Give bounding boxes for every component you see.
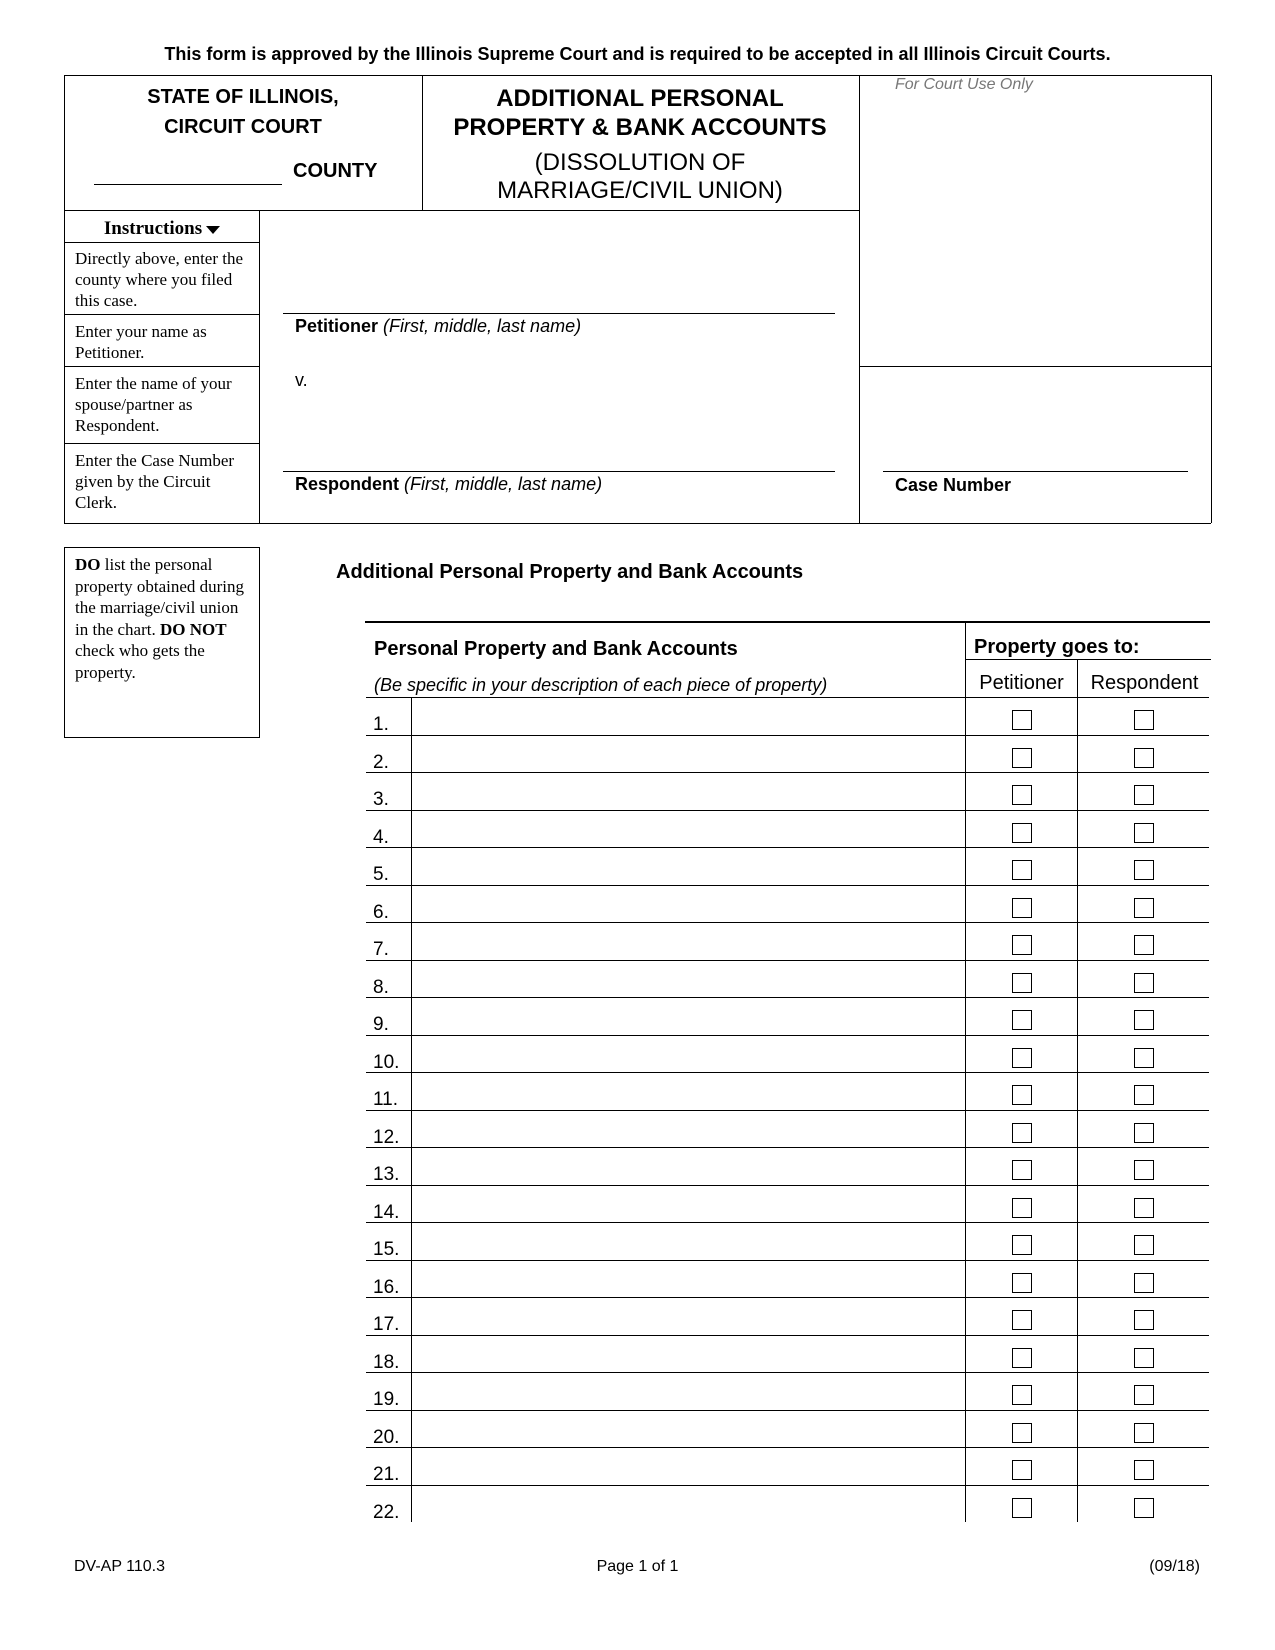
petitioner-checkbox[interactable] [1012, 1460, 1032, 1480]
column-header-petitioner [966, 660, 1078, 697]
row-number: 16. [366, 1261, 412, 1298]
petitioner-checkbox[interactable] [1012, 1160, 1032, 1180]
property-description-field[interactable] [412, 1148, 966, 1185]
row-number: 20. [366, 1411, 412, 1448]
form-code: DV-AP 110.3 [74, 1558, 166, 1575]
form-title-line2: PROPERTY & BANK ACCOUNTS [453, 114, 827, 141]
respondent-hint: (First, middle, last name) [404, 474, 603, 494]
row-number: 13. [366, 1148, 412, 1185]
respondent-cell [1078, 736, 1209, 773]
respondent-checkbox[interactable] [1134, 785, 1154, 805]
table-row [366, 1260, 1209, 1298]
row-number: 17. [366, 1298, 412, 1335]
form-subtitle [422, 149, 858, 205]
table-row [366, 1485, 1209, 1523]
petitioner-checkbox[interactable] [1012, 785, 1032, 805]
petitioner-cell [966, 923, 1078, 960]
respondent-column-label: Respondent [1090, 672, 1199, 694]
petitioner-cell [966, 1073, 1078, 1110]
row-number: 7. [366, 923, 412, 960]
property-description-field[interactable] [412, 736, 966, 773]
respondent-checkbox[interactable] [1134, 935, 1154, 955]
petitioner-checkbox[interactable] [1012, 1348, 1032, 1368]
form-title [422, 84, 858, 142]
petitioner-cell [966, 1223, 1078, 1260]
respondent-cell [1078, 698, 1209, 735]
property-description-field[interactable] [412, 1448, 966, 1485]
goes-to-label: Property goes to: [974, 636, 1140, 658]
row-number: 3. [366, 773, 412, 810]
respondent-checkbox[interactable] [1134, 1048, 1154, 1068]
property-description-field[interactable] [412, 998, 966, 1035]
table-row [366, 960, 1209, 998]
table-rows [366, 697, 1209, 1522]
do-emphasis: DO [75, 555, 101, 574]
instruction-petitioner: Enter your name as Petitioner. [75, 322, 207, 362]
petitioner-cell [966, 1036, 1078, 1073]
column-header-respondent [1078, 660, 1211, 697]
petitioner-cell [966, 1373, 1078, 1410]
column-hint-description: (Be specific in your description of each piece of property) [374, 675, 828, 695]
row-number: 1. [366, 698, 412, 735]
column-title-description: Personal Property and Bank Accounts [374, 638, 738, 660]
property-description-field[interactable] [412, 1411, 966, 1448]
respondent-cell [1078, 1261, 1209, 1298]
petitioner-cell [966, 736, 1078, 773]
column-header-description [366, 622, 966, 697]
respondent-checkbox[interactable] [1134, 748, 1154, 768]
petitioner-input-line[interactable] [283, 313, 835, 314]
petitioner-cell [966, 1111, 1078, 1148]
petitioner-checkbox[interactable] [1012, 1498, 1032, 1518]
respondent-checkbox[interactable] [1134, 973, 1154, 993]
petitioner-cell [966, 1448, 1078, 1485]
row-number: 21. [366, 1448, 412, 1485]
respondent-cell [1078, 1073, 1209, 1110]
respondent-cell [1078, 1111, 1209, 1148]
column-header-goes-to [966, 622, 1211, 660]
triangle-down-icon [206, 226, 220, 234]
table-row [366, 1147, 1209, 1185]
respondent-cell [1078, 1186, 1209, 1223]
petitioner-checkbox[interactable] [1012, 1048, 1032, 1068]
form-subtitle-line1: (DISSOLUTION OF [534, 149, 746, 176]
table-row [366, 997, 1209, 1035]
respondent-checkbox[interactable] [1134, 1348, 1154, 1368]
row-number: 4. [366, 811, 412, 848]
row-number: 14. [366, 1186, 412, 1223]
petitioner-checkbox[interactable] [1012, 1010, 1032, 1030]
respondent-checkbox[interactable] [1134, 710, 1154, 730]
respondent-cell [1078, 1411, 1209, 1448]
form-title-line1: ADDITIONAL PERSONAL [496, 85, 784, 112]
do-not-emphasis: DO NOT [159, 619, 227, 639]
respondent-cell [1078, 1148, 1209, 1185]
respondent-cell [1078, 961, 1209, 998]
property-description-field[interactable] [412, 1336, 966, 1373]
petitioner-cell [966, 886, 1078, 923]
respondent-checkbox[interactable] [1134, 1085, 1154, 1105]
property-description-field[interactable] [412, 1036, 966, 1073]
respondent-checkbox[interactable] [1134, 1498, 1154, 1518]
instruction-county: Directly above, enter the county where you filed this case. [75, 249, 244, 310]
row-number: 12. [366, 1111, 412, 1148]
petitioner-cell [966, 961, 1078, 998]
row-number: 5. [366, 848, 412, 885]
table-row [366, 810, 1209, 848]
petitioner-label-text: Petitioner [295, 316, 379, 336]
petitioner-cell [966, 1148, 1078, 1185]
property-description-field[interactable] [412, 1261, 966, 1298]
property-description-field[interactable] [412, 1373, 966, 1410]
table-row [366, 1410, 1209, 1448]
respondent-checkbox[interactable] [1134, 1160, 1154, 1180]
petitioner-checkbox[interactable] [1012, 1085, 1032, 1105]
court-use-label: For Court Use Only [895, 76, 1033, 93]
respondent-cell [1078, 1223, 1209, 1260]
respondent-cell [1078, 923, 1209, 960]
petitioner-hint: (First, middle, last name) [383, 316, 582, 336]
do-list-note [64, 547, 260, 738]
instructions-title-text: Instructions [103, 218, 203, 239]
table-row [366, 1372, 1209, 1410]
petitioner-cell [966, 1261, 1078, 1298]
petitioner-checkbox[interactable] [1012, 748, 1032, 768]
table-row [366, 847, 1209, 885]
respondent-checkbox[interactable] [1134, 1385, 1154, 1405]
property-description-field[interactable] [412, 773, 966, 810]
petitioner-checkbox[interactable] [1012, 1235, 1032, 1255]
row-number: 8. [366, 961, 412, 998]
respondent-cell [1078, 1298, 1209, 1335]
petitioner-cell [966, 1186, 1078, 1223]
page-number: Page 1 of 1 [596, 1558, 679, 1575]
property-description-field[interactable] [412, 698, 966, 735]
respondent-cell [1078, 811, 1209, 848]
respondent-checkbox[interactable] [1134, 1310, 1154, 1330]
petitioner-cell [966, 998, 1078, 1035]
respondent-input-line[interactable] [283, 471, 835, 472]
case-number-input-line[interactable] [883, 471, 1188, 472]
instructions-title [64, 218, 260, 240]
court-name [64, 82, 422, 142]
respondent-cell [1078, 886, 1209, 923]
petitioner-checkbox[interactable] [1012, 1310, 1032, 1330]
row-number: 10. [366, 1036, 412, 1073]
petitioner-cell [966, 848, 1078, 885]
petitioner-cell [966, 773, 1078, 810]
petitioner-cell [966, 698, 1078, 735]
respondent-checkbox[interactable] [1134, 860, 1154, 880]
petitioner-checkbox[interactable] [1012, 898, 1032, 918]
property-description-field[interactable] [412, 811, 966, 848]
versus-label: v. [295, 370, 308, 390]
do-text: list the personal property obtained during the marriage/civil union in the chart. [75, 555, 245, 639]
petitioner-checkbox[interactable] [1012, 823, 1032, 843]
respondent-checkbox[interactable] [1134, 1198, 1154, 1218]
respondent-cell [1078, 1448, 1209, 1485]
property-description-field[interactable] [412, 1223, 966, 1260]
petitioner-checkbox[interactable] [1012, 1423, 1032, 1443]
respondent-checkbox[interactable] [1134, 1235, 1154, 1255]
respondent-cell [1078, 1486, 1209, 1523]
property-description-field[interactable] [412, 848, 966, 885]
row-number: 22. [366, 1486, 412, 1523]
petitioner-column-label: Petitioner [979, 672, 1064, 694]
table-row [366, 922, 1209, 960]
respondent-label-text: Respondent [295, 474, 400, 494]
circuit-court-line: CIRCUIT COURT [164, 116, 322, 138]
table-row [366, 1447, 1209, 1485]
property-description-field[interactable] [412, 886, 966, 923]
petitioner-checkbox[interactable] [1012, 1123, 1032, 1143]
state-line: STATE OF ILLINOIS, [147, 86, 339, 108]
revision-date: (09/18) [1149, 1558, 1200, 1575]
instruction-respondent: Enter the name of your spouse/partner as Respondent. [75, 374, 232, 435]
do-not-text: check who gets the property. [75, 641, 205, 682]
respondent-checkbox[interactable] [1134, 898, 1154, 918]
table-row [366, 1222, 1209, 1260]
respondent-cell [1078, 1036, 1209, 1073]
petitioner-checkbox[interactable] [1012, 1198, 1032, 1218]
petitioner-cell [966, 1486, 1078, 1523]
respondent-checkbox[interactable] [1134, 1273, 1154, 1293]
petitioner-checkbox[interactable] [1012, 1385, 1032, 1405]
table-row [366, 772, 1209, 810]
respondent-checkbox[interactable] [1134, 1010, 1154, 1030]
petitioner-checkbox[interactable] [1012, 860, 1032, 880]
table-row [366, 1335, 1209, 1373]
table-row [366, 1185, 1209, 1223]
row-number: 19. [366, 1373, 412, 1410]
petitioner-cell [966, 1336, 1078, 1373]
row-number: 15. [366, 1223, 412, 1260]
table-row [366, 1035, 1209, 1073]
approval-notice: This form is approved by the Illinois Supreme Court and is required to be accepted in all Illinois Circuit Courts. [164, 44, 1111, 64]
table-row [366, 735, 1209, 773]
respondent-cell [1078, 1336, 1209, 1373]
property-description-field[interactable] [412, 961, 966, 998]
property-description-field[interactable] [412, 1486, 966, 1523]
section-title: Additional Personal Property and Bank Accounts [336, 561, 804, 583]
instruction-case-number: Enter the Case Number given by the Circuit Clerk. [75, 451, 235, 512]
case-number-label: Case Number [895, 475, 1012, 495]
row-number: 9. [366, 998, 412, 1035]
petitioner-checkbox[interactable] [1012, 935, 1032, 955]
property-table [365, 621, 1210, 1523]
county-input-line[interactable] [94, 184, 282, 185]
petitioner-checkbox[interactable] [1012, 973, 1032, 993]
table-row [366, 697, 1209, 735]
petitioner-checkbox[interactable] [1012, 710, 1032, 730]
respondent-cell [1078, 1373, 1209, 1410]
county-label: COUNTY [293, 160, 378, 182]
respondent-label [295, 474, 602, 495]
petitioner-cell [966, 1298, 1078, 1335]
row-number: 6. [366, 886, 412, 923]
respondent-checkbox[interactable] [1134, 1460, 1154, 1480]
petitioner-cell [966, 811, 1078, 848]
property-description-field[interactable] [412, 923, 966, 960]
table-row [366, 1110, 1209, 1148]
petitioner-checkbox[interactable] [1012, 1273, 1032, 1293]
row-number: 2. [366, 736, 412, 773]
respondent-cell [1078, 773, 1209, 810]
property-description-field[interactable] [412, 1111, 966, 1148]
petitioner-cell [966, 1411, 1078, 1448]
petitioner-label [295, 316, 581, 337]
table-row [366, 1072, 1209, 1110]
respondent-checkbox[interactable] [1134, 823, 1154, 843]
row-number: 11. [366, 1073, 412, 1110]
table-row [366, 1297, 1209, 1335]
respondent-cell [1078, 848, 1209, 885]
respondent-checkbox[interactable] [1134, 1123, 1154, 1143]
row-number: 18. [366, 1336, 412, 1373]
property-description-field[interactable] [412, 1073, 966, 1110]
form-subtitle-line2: MARRIAGE/CIVIL UNION) [497, 177, 783, 204]
respondent-checkbox[interactable] [1134, 1423, 1154, 1443]
respondent-cell [1078, 998, 1209, 1035]
property-description-field[interactable] [412, 1298, 966, 1335]
table-row [366, 885, 1209, 923]
property-description-field[interactable] [412, 1186, 966, 1223]
